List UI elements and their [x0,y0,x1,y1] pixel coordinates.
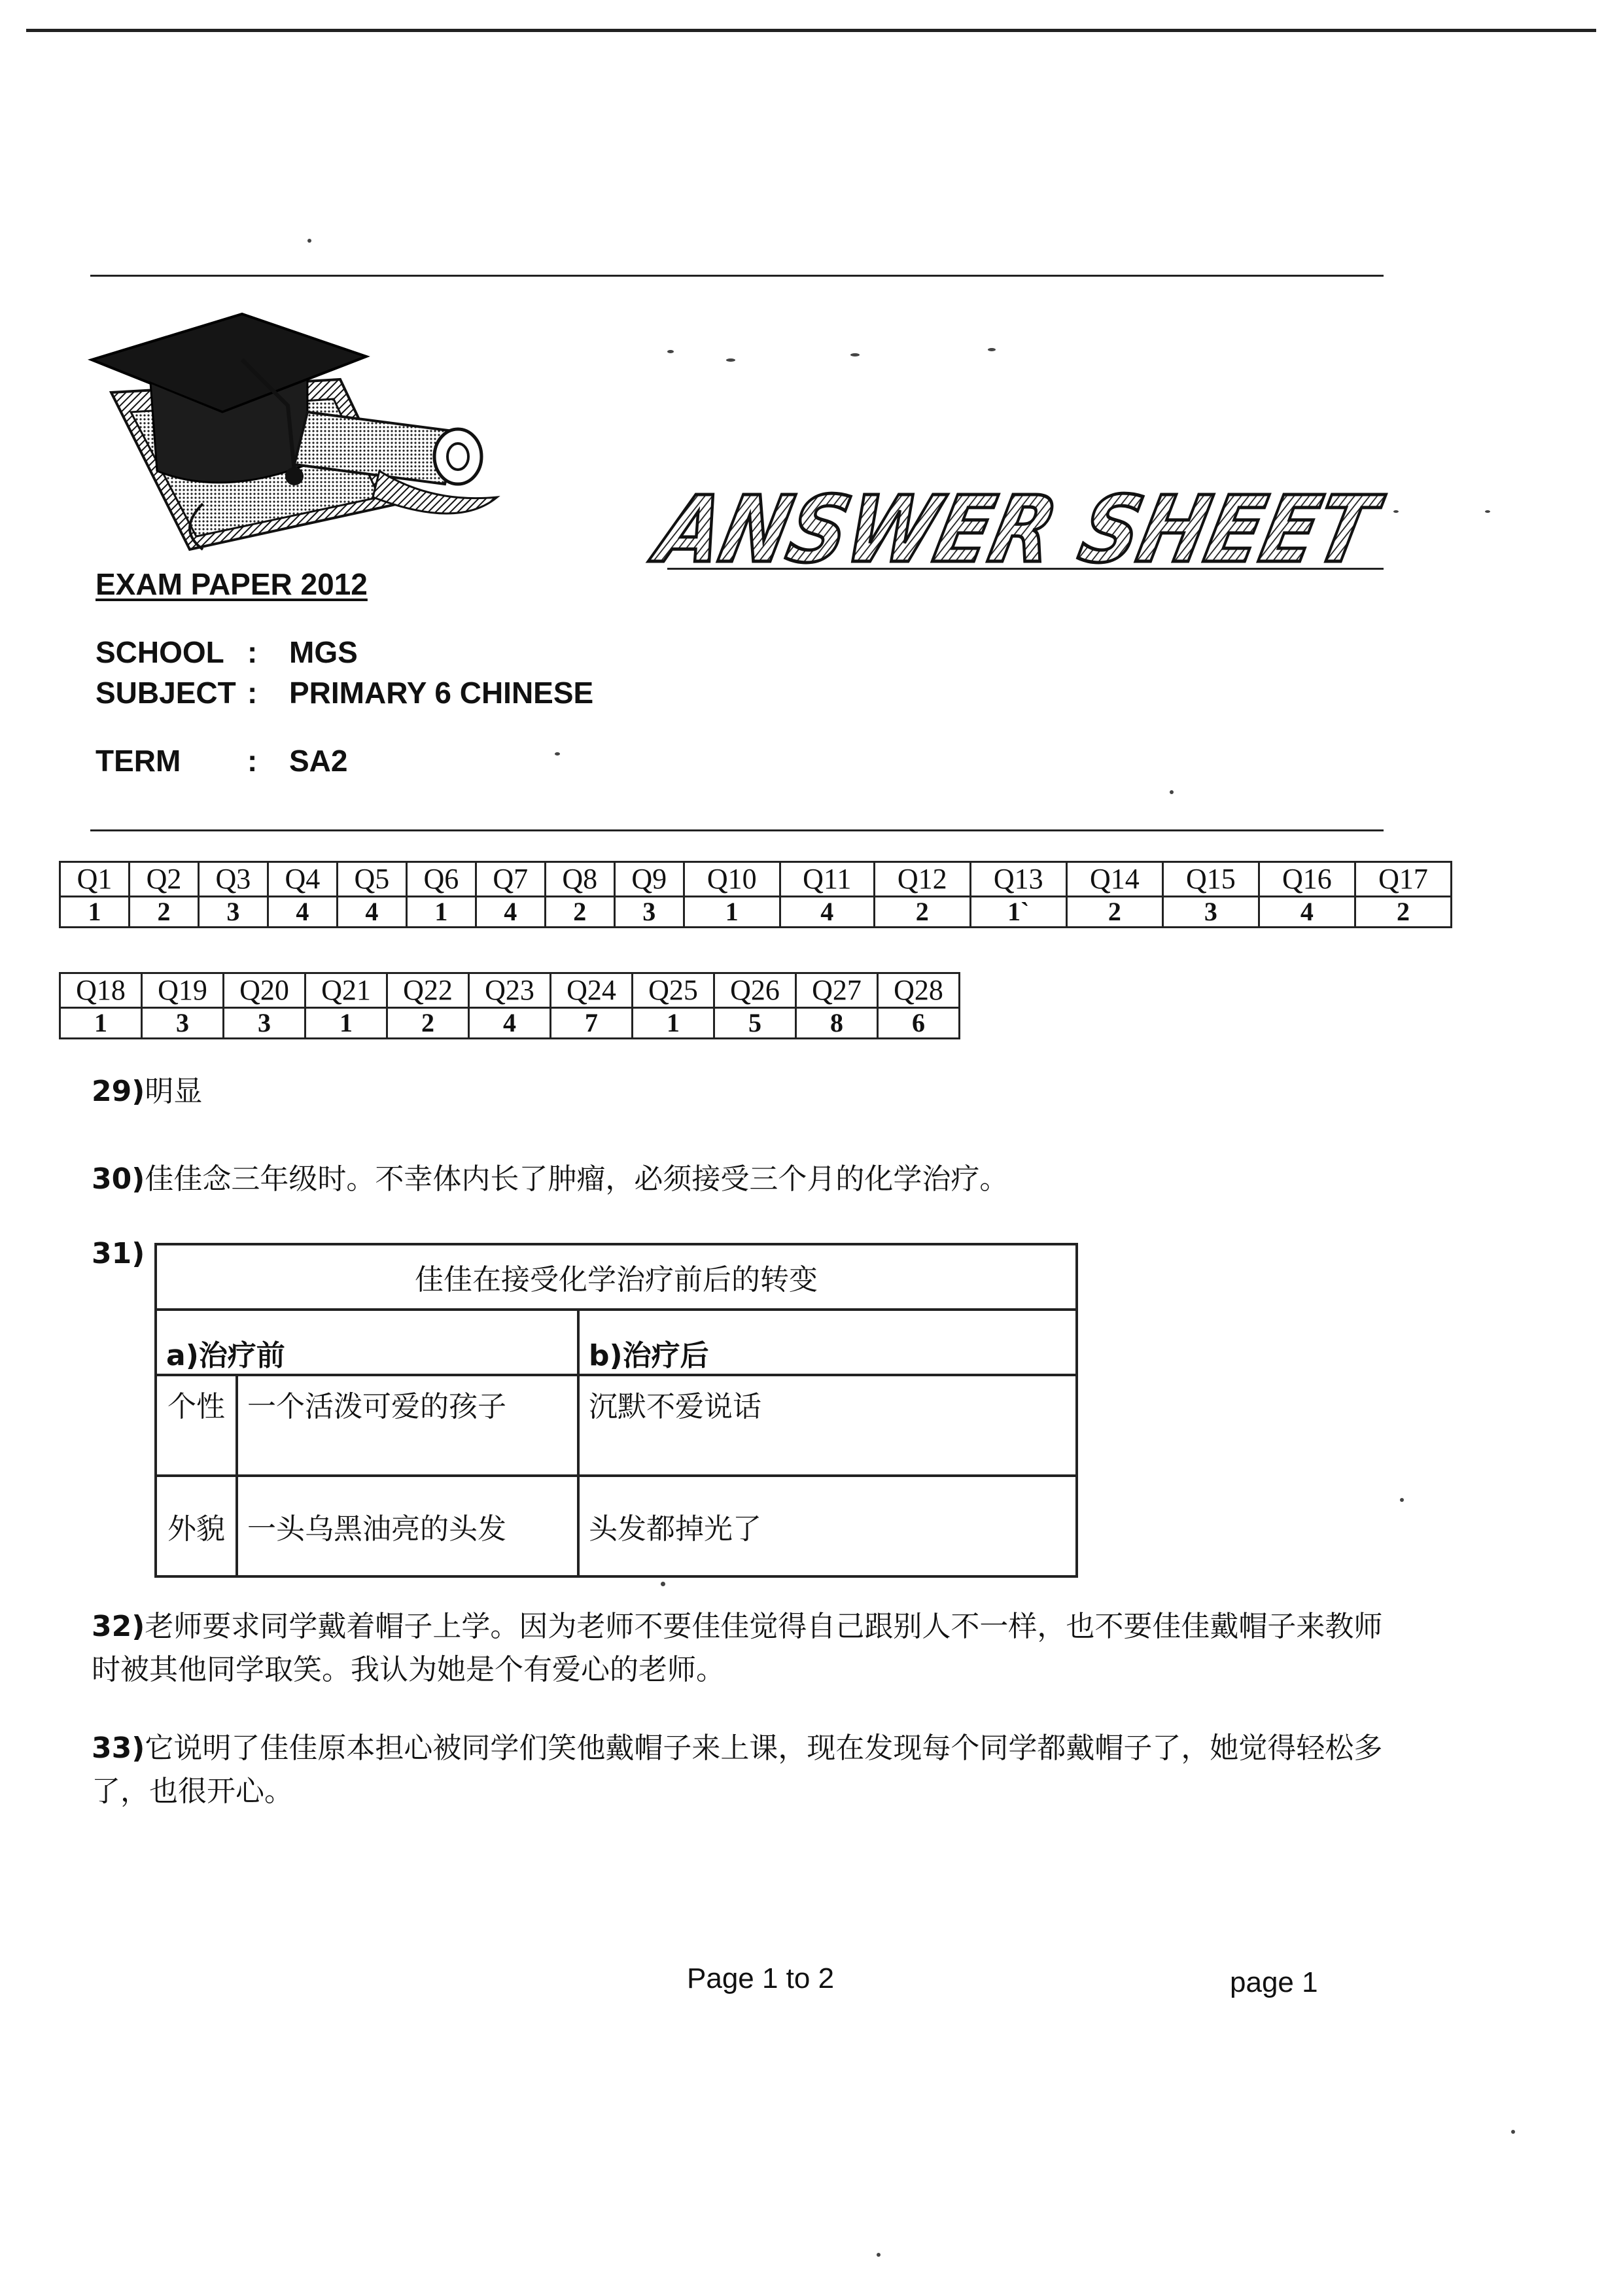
answer-cell: 3 [1162,897,1259,928]
mcq-answer-table-2 [59,972,960,1039]
question-number-cell: Q3 [198,862,268,897]
q31-after-header [578,1310,1077,1375]
scan-speck [1485,510,1490,513]
answer-cell: 5 [714,1008,796,1039]
question-number-cell: Q15 [1162,862,1259,897]
answer-cell: 1 [406,897,476,928]
answer-cell: 1 [305,1008,387,1039]
answer-cell: 3 [198,897,268,928]
answer-q30 [92,1158,1393,1201]
scan-speck [877,2253,881,2257]
question-number-cell: Q20 [224,973,305,1008]
answer-cell: 4 [476,897,545,928]
answer-text: 佳佳念三年级时。不幸体内长了肿瘤，必须接受三个月的化学治疗。 [145,1162,1009,1196]
question-number: 31) [92,1237,145,1270]
answer-q29 [92,1070,1393,1113]
answer-row [60,1008,960,1039]
answer-cell: 2 [874,897,970,928]
scan-speck [307,239,311,243]
answer-text: 老师要求同学戴着帽子上学。因为老师不要佳佳觉得自己跟别人不一样，也不要佳佳戴帽子来教师时被其他同学取笑。我认为她是个有爱心的老师。 [92,1610,1383,1686]
answer-cell: 2 [1066,897,1162,928]
answer-text: 明显 [145,1075,203,1108]
answer-text: 它说明了佳佳原本担心被同学们笑他戴帽子来上课，现在发现每个同学都戴帽子了，她觉得轻松多了，也很开心。 [92,1731,1383,1808]
scan-top-edge [26,29,1596,32]
answer-cell: 2 [545,897,614,928]
answer-q33 [92,1727,1387,1813]
scan-speck [667,350,674,353]
question-number-cell: Q7 [476,862,545,897]
question-number-row [60,862,1452,897]
scan-speck [850,353,860,357]
answer-cell: 3 [224,1008,305,1039]
q31-row-personality [156,1375,1077,1476]
answer-cell: 4 [780,897,874,928]
answer-cell: 1 [684,897,780,928]
q31-before-value: 一个活泼可爱的孩子 [237,1375,578,1476]
field-colon: : [247,744,258,778]
question-number-cell: Q18 [60,973,142,1008]
field-value: PRIMARY 6 CHINESE [289,676,594,710]
q31-aspect: 个性 [156,1375,237,1476]
footer-page-range: Page 1 to 2 [687,1962,835,1994]
question-number: 29) [92,1075,145,1108]
question-number-cell: Q9 [614,862,684,897]
field-label: SCHOOL [96,635,224,669]
scan-speck [1170,790,1174,794]
question-number-cell: Q25 [633,973,714,1008]
answer-cell: 4 [337,897,406,928]
footer-page-number: page 1 [1230,1966,1318,1998]
field-label: TERM [96,744,181,778]
question-number-cell: Q8 [545,862,614,897]
scan-speck [661,1582,665,1586]
header-rule-top [90,275,1384,277]
answer-cell: 3 [614,897,684,928]
answer-cell: 1` [970,897,1066,928]
field-label: SUBJECT [96,676,236,710]
question-number-cell: Q21 [305,973,387,1008]
question-number: 32) [92,1610,145,1643]
question-number-cell: Q10 [684,862,780,897]
scan-speck [988,348,996,351]
answer-cell: 2 [129,897,198,928]
question-number-cell: Q26 [714,973,796,1008]
graduation-cap-icon [92,307,510,556]
q31-before-value: 一头乌黑油亮的头发 [237,1476,578,1576]
question-number-cell: Q14 [1066,862,1162,897]
question-number-cell: Q27 [796,973,878,1008]
field-value: SA2 [289,744,348,778]
q31-aspect: 外貌 [156,1476,237,1576]
scan-speck [1511,2130,1515,2134]
answer-q32 [92,1605,1387,1692]
answer-cell: 2 [1355,897,1451,928]
question-number-cell: Q5 [337,862,406,897]
answer-row [60,897,1452,928]
question-number-cell: Q28 [878,973,960,1008]
answer-cell: 7 [551,1008,633,1039]
answer-cell: 1 [60,1008,142,1039]
answer-cell: 1 [633,1008,714,1039]
answer-cell: 1 [60,897,130,928]
exam-title: EXAM PAPER 2012 [96,567,368,601]
field-colon: : [247,635,258,669]
scan-speck [1400,1498,1404,1502]
scan-speck [1393,510,1399,513]
answer-sheet-title: ANSWER SHEET [648,477,1481,583]
answer-cell: 3 [142,1008,224,1039]
q31-after-value: 沉默不爱说话 [578,1375,1077,1476]
question-number-cell: Q6 [406,862,476,897]
question-number-cell: Q1 [60,862,130,897]
question-number-cell: Q19 [142,973,224,1008]
question-number-cell: Q2 [129,862,198,897]
field-subject [0,675,785,714]
answer-cell: 6 [878,1008,960,1039]
answer-cell: 8 [796,1008,878,1039]
question-number-cell: Q12 [874,862,970,897]
question-number-cell: Q13 [970,862,1066,897]
question-number-cell: Q22 [387,973,469,1008]
after-label: b)治疗后 [589,1339,709,1372]
q31-after-value: 头发都掉光了 [578,1476,1077,1576]
answer-cell: 4 [1259,897,1355,928]
answer-cell: 2 [387,1008,469,1039]
field-colon: : [247,676,258,710]
q31-table-title: 佳佳在接受化学治疗前后的转变 [156,1244,1077,1310]
question-number-cell: Q11 [780,862,874,897]
scan-speck [555,752,560,756]
question-number-cell: Q24 [551,973,633,1008]
question-number-cell: Q4 [268,862,337,897]
before-label: a)治疗前 [166,1339,285,1372]
q31-before-header [156,1310,578,1375]
answer-cell: 4 [268,897,337,928]
answer-sheet-banner [648,477,1481,583]
scan-speck [726,358,735,362]
question-number-cell: Q17 [1355,862,1451,897]
header-rule-bottom [90,829,1384,831]
question-number: 33) [92,1731,145,1765]
question-number-cell: Q23 [469,973,551,1008]
question-number: 30) [92,1162,145,1196]
field-term [0,743,785,782]
field-value: MGS [289,635,358,669]
field-school [0,635,785,674]
answer-q31-table [154,1243,1078,1578]
answer-cell: 4 [469,1008,551,1039]
question-number-row [60,973,960,1008]
mcq-answer-table-1 [59,861,1452,928]
question-number-cell: Q16 [1259,862,1355,897]
q31-row-appearance [156,1476,1077,1576]
